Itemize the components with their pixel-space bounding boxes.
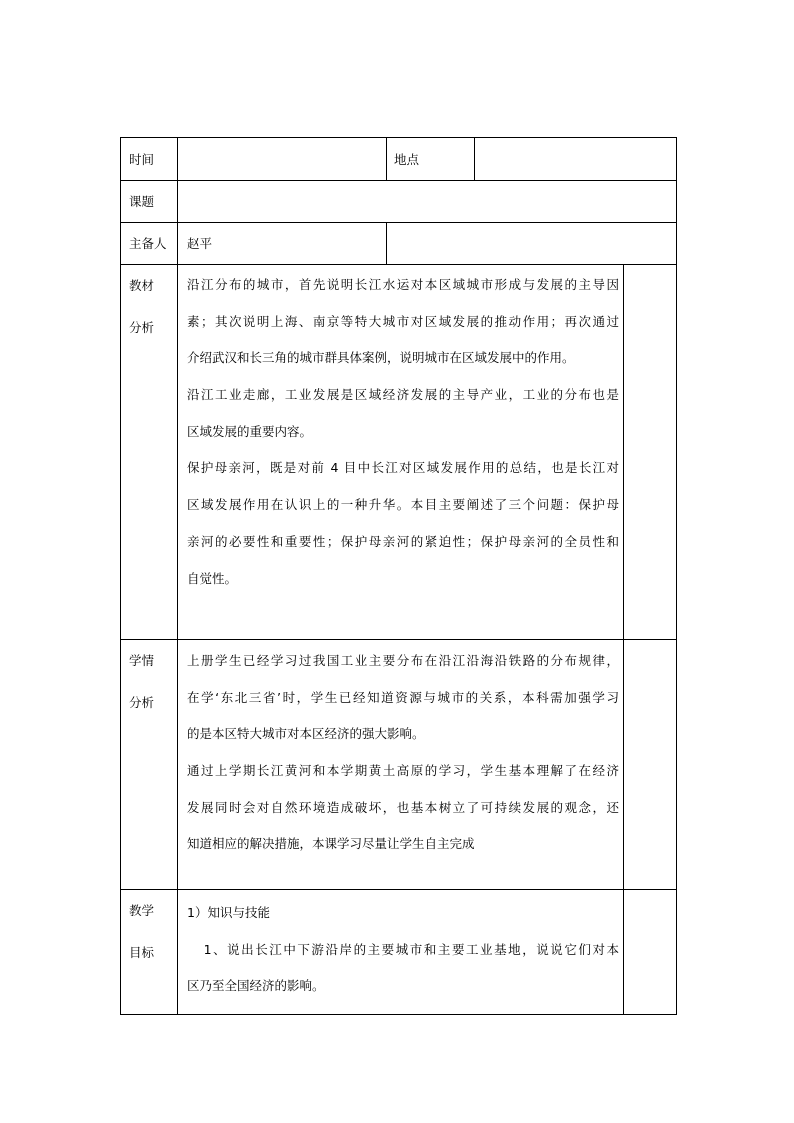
- text-line: 知道相应的解决措施，本课学习尽量让学生自主完成: [187, 836, 475, 852]
- row-divider: [121, 639, 676, 640]
- text-line: 区域发展作用在认识上的一种升华。本目主要阐述了三个问题：保护母: [187, 497, 619, 513]
- text-line: 区乃至全国经济的影响。: [187, 978, 325, 994]
- author-label: 主备人: [129, 236, 167, 251]
- teaching-goals-text: [187, 895, 619, 1005]
- col-divider: [177, 138, 178, 1014]
- text-line: 发展同时会对自然环境造成破坏，也基本树立了可持续发展的观念，还: [187, 799, 619, 815]
- row-divider: [121, 180, 676, 181]
- textbook-analysis-label-1: 教材: [129, 278, 155, 293]
- text-line: 沿江工业走廊，工业发展是区域经济发展的主导产业，工业的分布也是: [187, 387, 619, 403]
- text-line: 介绍武汉和长三角的城市群具体案例，说明城市在区域发展中的作用。: [187, 350, 575, 366]
- place-label: 地点: [394, 152, 420, 167]
- student-analysis-label-1: 学情: [129, 653, 155, 668]
- author-value: 赵平: [187, 236, 213, 251]
- topic-label: 课题: [129, 194, 155, 209]
- text-line: 素；其次说明上海、南京等特大城市对区域发展的推动作用；再次通过: [187, 313, 619, 329]
- teaching-goals-label-1: 教学: [129, 903, 155, 918]
- text-line: 亲河的必要性和重要性；保护母亲河的紧迫性；保护母亲河的全员性和: [187, 533, 619, 549]
- student-analysis-text: [187, 643, 619, 863]
- text-line: 区域发展的重要内容。: [187, 423, 313, 439]
- teaching-goals-label-2: 目标: [129, 945, 155, 960]
- text-line: 通过上学期长江黄河和本学期黄土高原的学习，学生基本理解了在经济: [187, 763, 619, 779]
- col-divider: [474, 138, 475, 180]
- col-divider: [386, 222, 387, 264]
- text-line: 1）知识与技能: [187, 905, 270, 920]
- row-divider: [121, 889, 676, 890]
- textbook-analysis-label-2: 分析: [129, 320, 155, 335]
- text-line: 自觉性。: [187, 570, 238, 586]
- text-line: 1、说出长江中下游沿岸的主要城市和主要工业基地，说说它们对本: [187, 941, 619, 957]
- col-divider: [386, 138, 387, 180]
- text-line: 的是本区特大城市对本区经济的强大影响。: [187, 726, 425, 742]
- text-line: 上册学生已经学习过我国工业主要分布在沿江沿海沿铁路的分布规律，: [187, 653, 619, 668]
- row-divider: [121, 222, 676, 223]
- time-label: 时间: [129, 152, 155, 167]
- student-analysis-label-2: 分析: [129, 695, 155, 710]
- textbook-analysis-text: [187, 267, 619, 597]
- lesson-plan-table: [120, 137, 677, 1015]
- col-divider: [623, 264, 624, 1014]
- row-divider: [121, 264, 676, 265]
- text-line: 沿江分布的城市，首先说明长江水运对本区域城市形成与发展的主导因: [187, 277, 619, 292]
- text-line: 在学‘东北三省’时，学生已经知道资源与城市的关系，本科需加强学习: [187, 689, 619, 705]
- text-line: 保护母亲河，既是对前 4 目中长江对区域发展作用的总结，也是长江对: [187, 460, 619, 476]
